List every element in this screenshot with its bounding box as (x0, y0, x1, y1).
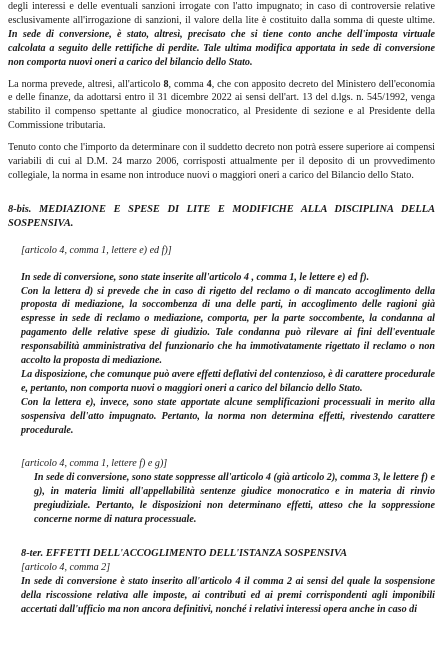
section-body-8bis (8, 271, 435, 438)
article-reference: [articolo 4, comma 1, lettere f) e g)] (21, 458, 168, 470)
conversion-paragraph: Con la lettera e), invece, sono state apportate alcune semplificazioni processuali in merito alla sospensiva dell'atto impugnato. Pertanto, la norma non determina effetti, rivestendo carattere procedurale. (21, 396, 435, 436)
section-body-8ter (8, 575, 435, 617)
article-number: 8 (163, 78, 169, 90)
paragraph-compensation: Tenuto conto che l'importo da determinare con il suddetto decreto non potrà essere superiore ai compensi variabili di cui al D.M. 24 marzo 2006, corrisposti attualmente per il deposito di un provvedimento collegiale, la norma in esame non introduce nuovi o maggiori oneri a carico del Bilancio dello Stato. (8, 142, 435, 181)
conversion-paragraph: La disposizione, che comunque può avere effetti deflativi del contenzioso, è di carattere procedurale e, pertanto, non comporta nuovi o maggiori oneri a carico del bilancio dello Stato. (21, 368, 435, 394)
paragraph-article-8 (8, 78, 435, 134)
section-heading-8ter: 8-ter. EFFETTI DELL'ACCOGLIMENTO DELL'ISTANZA SOSPENSIVA (21, 548, 348, 559)
paragraph-text: degli interessi e delle eventuali sanzioni irrogate con l'atto impugnato; in caso di controversie relative esclusivamente all'irrogazione di sanzioni, il valore della lite è costituito dalla somma di queste ultime. (8, 1, 435, 26)
conversion-paragraph: In sede di conversione, sono state inserite all'articolo 4 , comma 1, le lettere e) ed f). (21, 271, 370, 283)
comma-number: 4 (206, 78, 212, 90)
conversion-paragraph: In sede di conversione è stato inserito all'articolo 4 il comma 2 ai sensi del quale la sospensione della riscossione relativa alle imposte, ai contributi ed ai premi corrispondenti agli imponibili accertati dall'ufficio ma non ancora definitivi, nonché i relativi interessi opera anche in caso di (21, 575, 435, 615)
paragraph-text: , comma (168, 78, 207, 90)
paragraph-text: La norma prevede, altresì, all'articolo (8, 78, 164, 90)
paragraph-value-of-dispute (8, 0, 435, 70)
conversion-paragraph: Con la lettera d) si prevede che in caso di rigetto del reclamo o di mancato accoglimento della proposta di mediazione, la soccombenza di una delle parti, in accoglimento delle ragioni già espresse in sede di reclamo o mediazione, comporta, per la parte soccombente, la condanna al pagamento delle relative spese di giudizio. Tale condanna può rilevare ai fini dell'eventuale responsabilità amministrativa del funzionario che ha immotivatamente rigettato il reclamo o non accolto la proposta di mediazione. (21, 285, 435, 367)
conversion-paragraph: In sede di conversione, sono state soppresse all'articolo 4 (già articolo 2), comma 3, le lettere f) e g), in materia limiti all'appellabilità sentenze giudice monocratico e in materia di rinvio pregiudiziale. Pertanto, le disposizioni non determinano effetti, atteso che la soppressione concerne norme di natura processuale. (34, 472, 435, 526)
article-reference: [articolo 4, comma 1, lettere e) ed f)] (21, 244, 172, 256)
conversion-note-bold: In sede di conversione, è stato, altresì, precisato che si tiene conto anche dell'imposta virtuale calcolata a seguito delle rettifiche di perdite. Tale ultima modifica apportata in sede di conversione non comporta nuovi oneri a carico del bilancio dello Stato. (8, 28, 435, 68)
paragraph-text: , che con apposito decreto del Ministero dell'economia e delle finanze, da adottarsi entro il 31 dicembre 2022 ai sensi dell'art. 13 del d.lgs. n. 545/1992, venga stabilito il compenso spettante al giudice monocratico, al Presidente di sezione e al Presidente della Commissione tributaria. (8, 78, 436, 132)
section-heading-8bis: 8-bis. MEDIAZIONE E SPESE DI LITE E MODIFICHE ALLA DISCIPLINA DELLA SOSPENSIVA. (8, 203, 435, 229)
section-body-suppression (8, 471, 435, 527)
article-reference: [articolo 4, comma 2] (21, 561, 111, 573)
